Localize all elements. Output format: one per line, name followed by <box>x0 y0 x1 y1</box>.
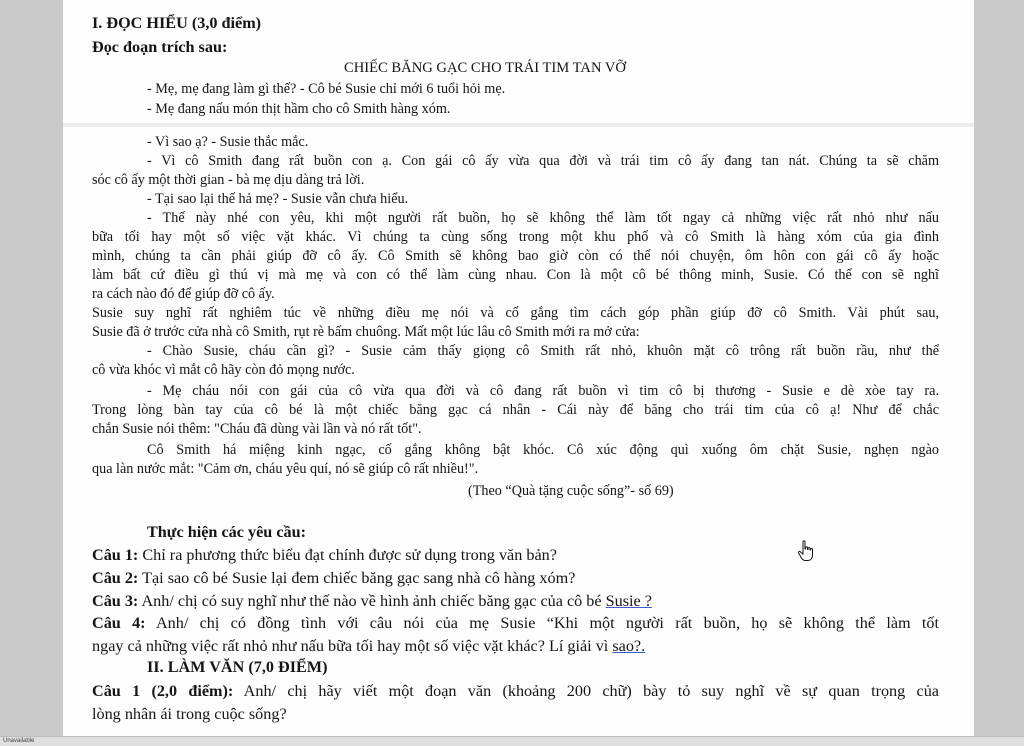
question-label: Câu 1: <box>92 546 139 564</box>
passage-line: - Mẹ cháu nói con gái của cô vừa qua đời và cô đang rất buồn vì tim cô bị thương - Susie e dè xòe tay ra. <box>147 383 939 399</box>
passage-line: làm bất cứ điều gì thú vị mà mẹ và con có thể làm cùng nhau. Con là một cô bé thông minh, Susie. Có thể con sẽ nghĩ <box>92 267 939 283</box>
essay-question-line-1 <box>92 681 939 701</box>
tasks-heading: Thực hiện các yêu cầu: <box>147 523 306 541</box>
section-1-heading: I. ĐỌC HIỂU (3,0 điểm) <box>92 14 262 32</box>
question-4-line-1 <box>92 613 939 633</box>
page-break-divider <box>63 123 974 127</box>
question-text: ngay cả những việc rất nhỏ như nấu bữa tối hay một số việc vặt khác? Lí giải vì <box>92 637 613 655</box>
document-page <box>63 0 974 736</box>
question-text: Chỉ ra phương thức biểu đạt chính được sử dụng trong văn bản? <box>138 546 557 564</box>
passage-line: - Tại sao lại thế hả mẹ? - Susie vẫn chưa hiểu. <box>147 191 409 207</box>
passage-line: bữa tối hay một số việc vặt khác. Vì chúng ta cùng sống trong một khu phố và cô Smith là hàng xóm của gia đình <box>92 229 939 245</box>
status-text: Unavailable <box>3 738 35 744</box>
spellcheck-underlined-text: sao?. <box>612 637 646 655</box>
passage-line: mình, chúng ta cần phải giúp đỡ cô ấy. Cô Smith sẽ không bao giờ còn có thể nói chuyện, ôm hôn con gái cô ấy hoặc <box>92 248 939 264</box>
question-2 <box>92 568 575 588</box>
hand-pointer-icon <box>797 540 815 562</box>
question-3 <box>92 591 652 611</box>
question-label: Câu 4: <box>92 614 146 632</box>
passage-line: - Mẹ, mẹ đang làm gì thế? - Cô bé Susie chỉ mới 6 tuổi hỏi mẹ. <box>147 81 506 97</box>
passage-line: Susie suy nghĩ rất nghiêm túc về những điều mẹ nói và cố gắng tìm cách góp phần giúp đỡ cô Smith. Vài phút sau, <box>92 305 939 321</box>
passage-line: cô vừa khóc vì mắt cô hãy còn đỏ mọng nước. <box>92 362 355 378</box>
section-2-heading: II. LÀM VĂN (7,0 ĐIỂM) <box>147 658 328 676</box>
passage-line: - Vì sao ạ? - Susie thắc mắc. <box>147 134 309 150</box>
passage-line: sóc cô ấy một thời gian - bà mẹ dịu dàng trả lời. <box>92 172 365 188</box>
passage-line: Susie đã ở trước cửa nhà cô Smith, rụt rè bấm chuông. Mất một lúc lâu cô Smith mới ra mở cửa: <box>92 324 640 340</box>
question-text: Anh/ chị hãy viết một đoạn văn (khoảng 200 chữ) bày tỏ suy nghĩ về sự quan trọng của <box>233 682 939 700</box>
question-text: Tại sao cô bé Susie lại đem chiếc băng gạc sang nhà cô hàng xóm? <box>138 569 576 587</box>
passage-line: - Thế này nhé con yêu, khi một người rất buồn, họ sẽ không thể làm tốt ngay cả những việc rất nhỏ như nấu <box>147 210 939 226</box>
passage-line: - Mẹ đang nấu món thịt hầm cho cô Smith hàng xóm. <box>147 101 451 117</box>
source-citation: (Theo “Quà tặng cuộc sống”- số 69) <box>468 483 674 499</box>
essay-question-line-2: lòng nhân ái trong cuộc sống? <box>92 705 287 723</box>
passage-line: qua làn nước mắt: "Cảm ơn, cháu yêu quí, nó sẽ giúp cô rất nhiều!". <box>92 461 479 477</box>
passage-line: Trong lòng bàn tay của cô bé là một chiếc băng gạc cá nhân - Cái này để băng cho trái tim của cô ạ! Như để chắc <box>92 402 939 418</box>
question-label: Câu 2: <box>92 569 139 587</box>
spellcheck-underlined-text: Susie ? <box>605 592 652 610</box>
passage-line: chắn Susie nói thêm: "Cháu đã dùng vài lần và nó rất tốt". <box>92 421 422 437</box>
passage-title: CHIẾC BĂNG GẠC CHO TRÁI TIM TAN VỠ <box>344 60 626 76</box>
question-label: Câu 1 (2,0 điểm): <box>92 682 234 700</box>
passage-line: ra cách nào đó để giúp đỡ cô ấy. <box>92 286 275 302</box>
question-label: Câu 3: <box>92 592 139 610</box>
instruction-text: Đọc đoạn trích sau: <box>92 38 228 56</box>
question-4-line-2 <box>92 636 645 656</box>
passage-line: - Vì cô Smith đang rất buồn con ạ. Con gái cô ấy vừa qua đời và trái tim cô ấy đang tan nát. Chúng ta sẽ chăm <box>147 153 939 169</box>
passage-line: - Chào Susie, cháu cần gì? - Susie cảm thấy giọng cô Smith rất nhỏ, khuôn mặt cô trông rất buồn rầu, như thể <box>147 343 939 359</box>
question-text: Anh/ chị có đồng tình với câu nói của mẹ Susie “Khi một người rất buồn, họ sẽ không thể làm tốt <box>145 614 939 632</box>
passage-line: Cô Smith há miệng kinh ngạc, cố gắng không bật khóc. Cô xúc động quì xuống ôm chặt Susie, nghẹn ngào <box>147 442 939 458</box>
question-1 <box>92 545 557 565</box>
question-text: Anh/ chị có suy nghĩ như thế nào về hình ảnh chiếc băng gạc của cô bé <box>138 592 606 610</box>
